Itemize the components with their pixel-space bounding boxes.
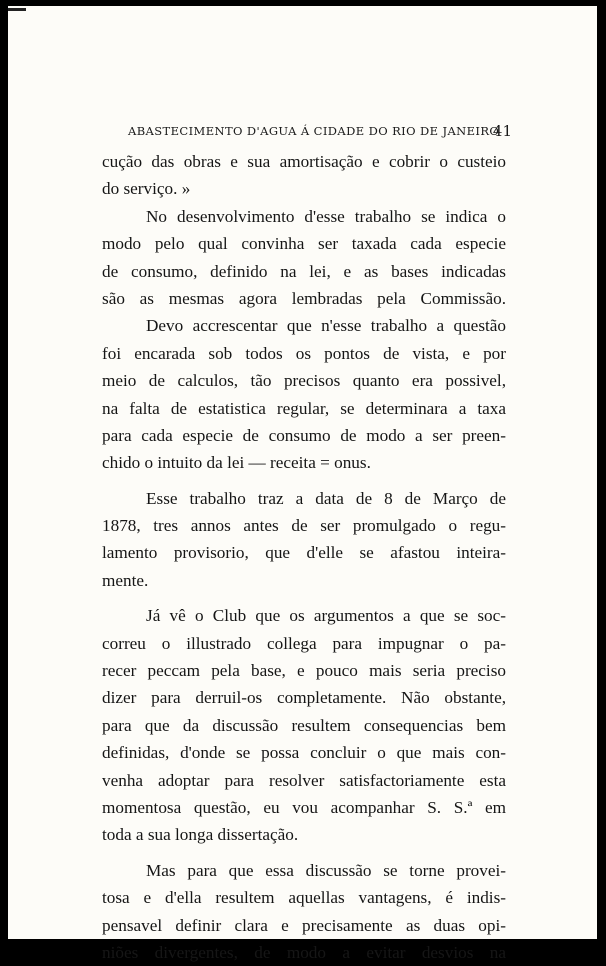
text-line: são as mesmas agora lembradas pela Commissão. <box>102 288 506 308</box>
text-line: momentosa questão, eu vou acompanhar S. S.ª em <box>102 797 506 817</box>
text-line: de consumo, definido na lei, e as bases indicadas <box>102 261 506 281</box>
paragraph-gap <box>102 594 506 602</box>
text-line: toda a sua longa dissertação. <box>102 825 299 845</box>
text-line: correu o illustrado collega para impugnar o pa- <box>102 633 506 653</box>
running-head: ABASTECIMENTO D'AGUA Á CIDADE DO RIO DE JANEIRO <box>128 124 500 138</box>
text-line: mente. <box>102 570 149 590</box>
text-line: modo pelo qual convinha ser taxada cada especie <box>102 234 506 254</box>
paragraph-gap <box>102 477 506 485</box>
text-line: No desenvolvimento d'esse trabalho se indica o <box>146 206 506 226</box>
page-header <box>128 124 512 142</box>
text-line: Mas para que essa discussão se torne provei- <box>146 860 506 880</box>
text-line: 1878, tres annos antes de ser promulgado o regu- <box>102 516 506 536</box>
text-line: niões divergentes, de modo a evitar desvios na <box>102 942 506 962</box>
text-line: do serviço. » <box>102 179 191 199</box>
text-line: chido o intuito da lei — receita = onus. <box>102 453 371 473</box>
text-line: lamento provisorio, que d'elle se afastou inteira- <box>102 543 506 563</box>
text-line: tosa e d'ella resultem aquellas vantagens, é indis- <box>102 888 506 908</box>
text-line: meio de calculos, tão precisos quanto era possivel, <box>102 371 506 391</box>
text-line: recer peccam pela base, e pouco mais seria preciso <box>102 661 506 681</box>
page-number: 41 <box>492 122 512 140</box>
text-line: cução das obras e sua amortisação e cobrir o custeio <box>102 152 506 171</box>
text-line: para que da discussão resultem consequencias bem <box>102 715 506 735</box>
text-line: definidas, d'onde se possa concluir o que mais con- <box>102 743 506 763</box>
text-line: Já vê o Club que os argumentos a que se soc- <box>146 606 506 626</box>
book-page <box>8 6 597 962</box>
text-line: na falta de estatistica regular, se determinara a taxa <box>102 398 506 418</box>
text-line: Esse trabalho traz a data de 8 de Março de <box>146 488 506 508</box>
body-text <box>102 148 506 966</box>
scan-corner-mark <box>8 8 26 11</box>
text-line: venha adoptar para resolver satisfactoriamente esta <box>102 770 506 790</box>
text-line: para cada especie de consumo de modo a ser preen- <box>102 425 506 445</box>
text-line: foi encarada sob todos os pontos de vista, e por <box>102 343 506 363</box>
text-line: Devo accrescentar que n'esse trabalho a questão <box>146 316 506 336</box>
paragraph-gap <box>102 849 506 857</box>
text-line: dizer para derruil-os completamente. Não obstante, <box>102 688 506 708</box>
text-line: pensavel definir clara e precisamente as duas opi- <box>102 915 506 935</box>
